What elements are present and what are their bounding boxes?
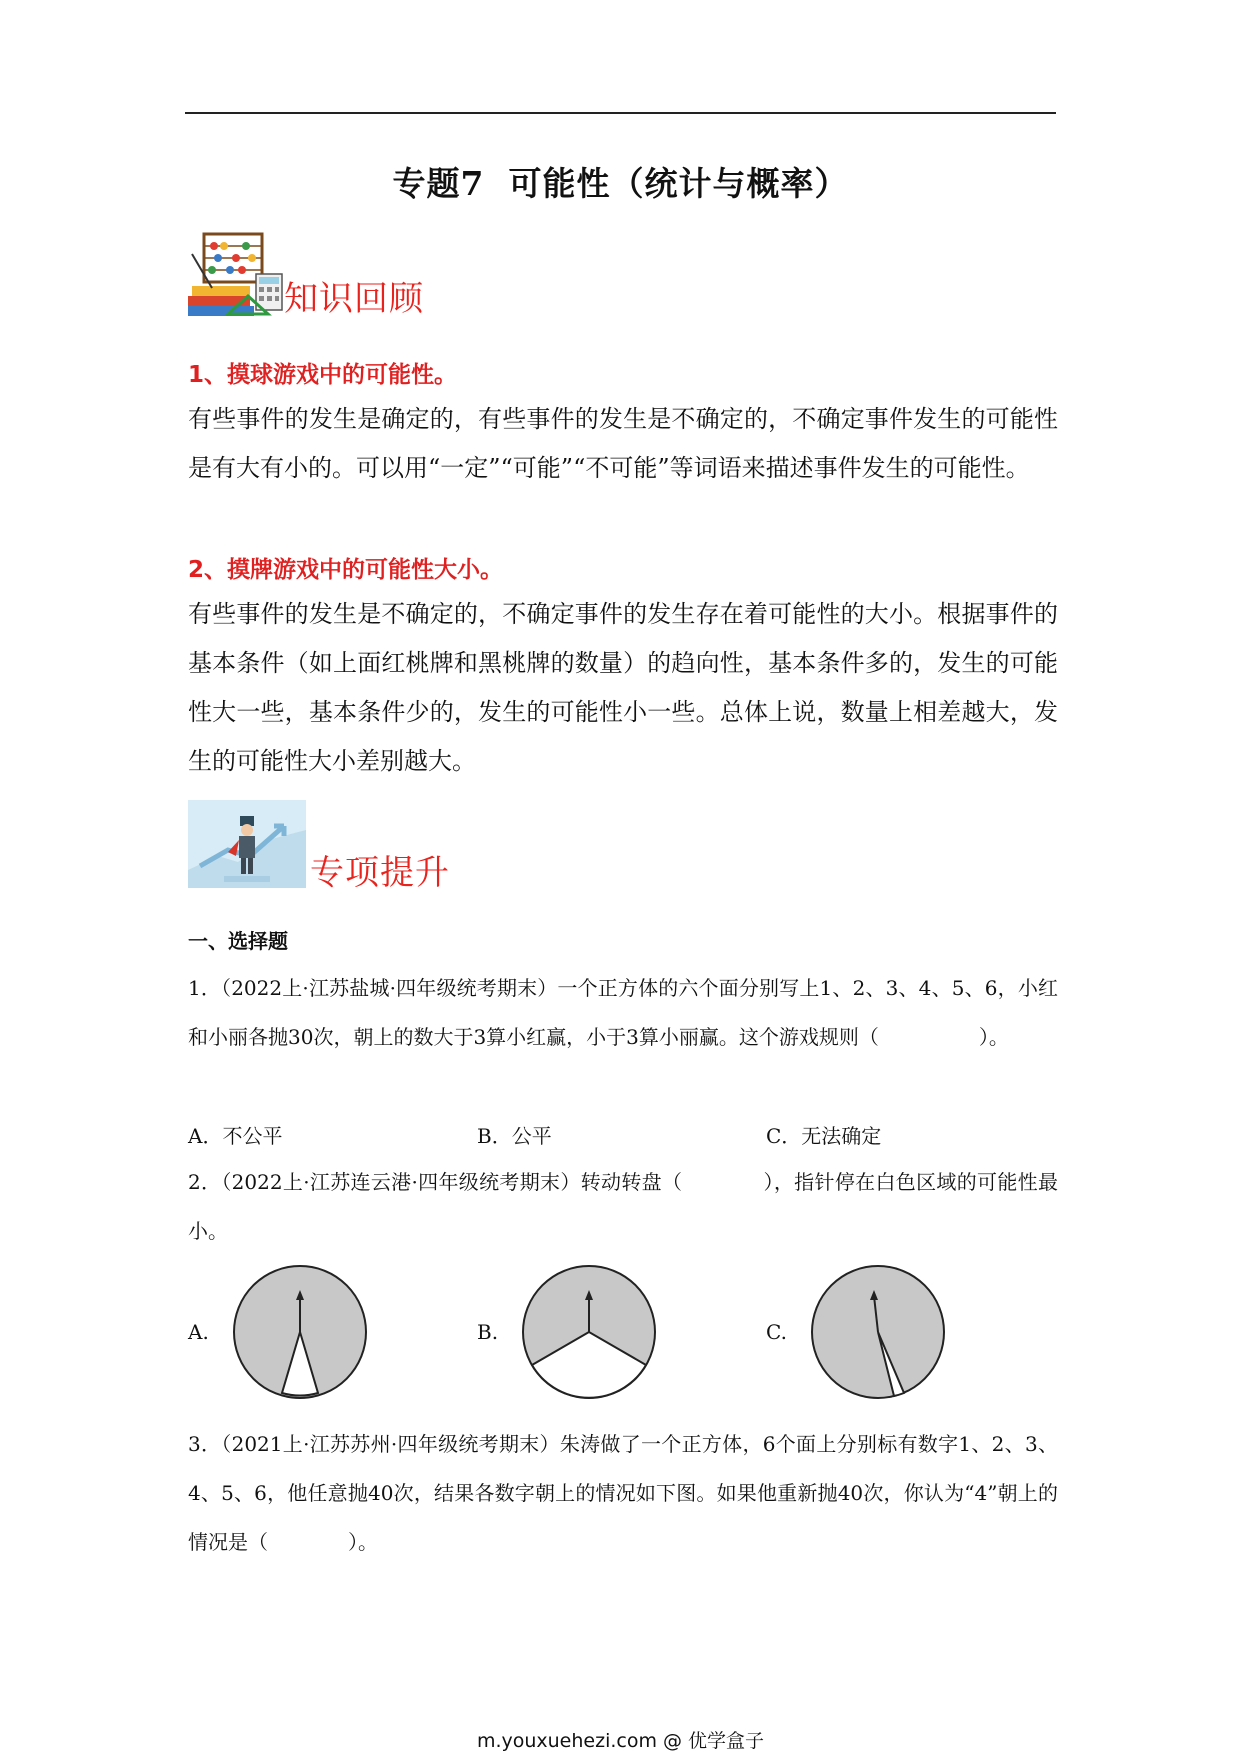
abacus-books-icon <box>188 226 288 322</box>
title-topic-name: 可能性（统计与概率） <box>508 164 849 203</box>
spinner-b-label: B. <box>477 1320 499 1344</box>
practice-heading <box>188 800 450 893</box>
spinner-options <box>188 1262 1058 1412</box>
spinner-a-graphic <box>230 1262 370 1402</box>
q1-option-b: B．公平 <box>477 1124 552 1148</box>
q1-option-c: C．无法确定 <box>766 1124 882 1148</box>
climber-icon <box>188 800 306 888</box>
spinner-option-a <box>188 1262 370 1402</box>
knowledge-review-heading <box>188 226 424 322</box>
spinner-a-label: A. <box>188 1320 209 1344</box>
q1-option-a: A．不公平 <box>188 1124 283 1148</box>
footer-watermark: m.youxuehezi.com @ 优学盒子 <box>476 1730 765 1752</box>
spinner-b-graphic <box>519 1262 659 1402</box>
spinner-option-b <box>477 1262 659 1402</box>
point-2-text: 有些事件的发生是不确定的，不确定事件的发生存在着可能性的大小。根据事件的基本条件（如上面红桃牌和黑桃牌的数量）的趋向性，基本条件多的，发生的可能性大一些，基本条件少的，发生的可能性小一些。总体上说，数量上相差越大，发生的可能性大小差别越大。 <box>188 600 1058 775</box>
spinner-c-graphic <box>808 1262 948 1402</box>
page-title <box>0 158 1241 205</box>
question-3: 3．（2021上·江苏苏州·四年级统考期末）朱涛做了一个正方体，6个面上分别标有数字1、2、3、4、5、6，他任意抛40次，结果各数字朝上的情况如下图。如果他重新抛40次，你认为“4”朝上的情况是（ ）。 <box>188 1432 1058 1554</box>
practice-label: 专项提升 <box>310 853 450 893</box>
section-multiple-choice: 一、选择题 <box>188 929 288 953</box>
spinner-option-c <box>766 1262 948 1402</box>
question-1-options <box>188 1120 1058 1149</box>
knowledge-review-label: 知识回顾 <box>284 279 424 319</box>
point-1-text: 有些事件的发生是确定的，有些事件的发生是不确定的，不确定事件发生的可能性是有大有小的。可以用“一定”“可能”“不可能”等词语来描述事件发生的可能性。 <box>188 405 1058 482</box>
point-1-title: 1、摸球游戏中的可能性。 <box>188 362 458 388</box>
point-2-title: 2、摸牌游戏中的可能性大小。 <box>188 557 504 583</box>
title-topic-number: 专题7 <box>392 164 485 203</box>
top-rule <box>185 112 1056 114</box>
question-2: 2．（2022上·江苏连云港·四年级统考期末）转动转盘（ ），指针停在白色区域的可能性最小。 <box>188 1170 1058 1243</box>
question-1: 1．（2022上·江苏盐城·四年级统考期末）一个正方体的六个面分别写上1、2、3、4、5、6，小红和小丽各抛30次，朝上的数大于3算小红赢，小于3算小丽赢。这个游戏规则（ ）。 <box>188 976 1058 1049</box>
spinner-c-label: C. <box>766 1320 787 1344</box>
